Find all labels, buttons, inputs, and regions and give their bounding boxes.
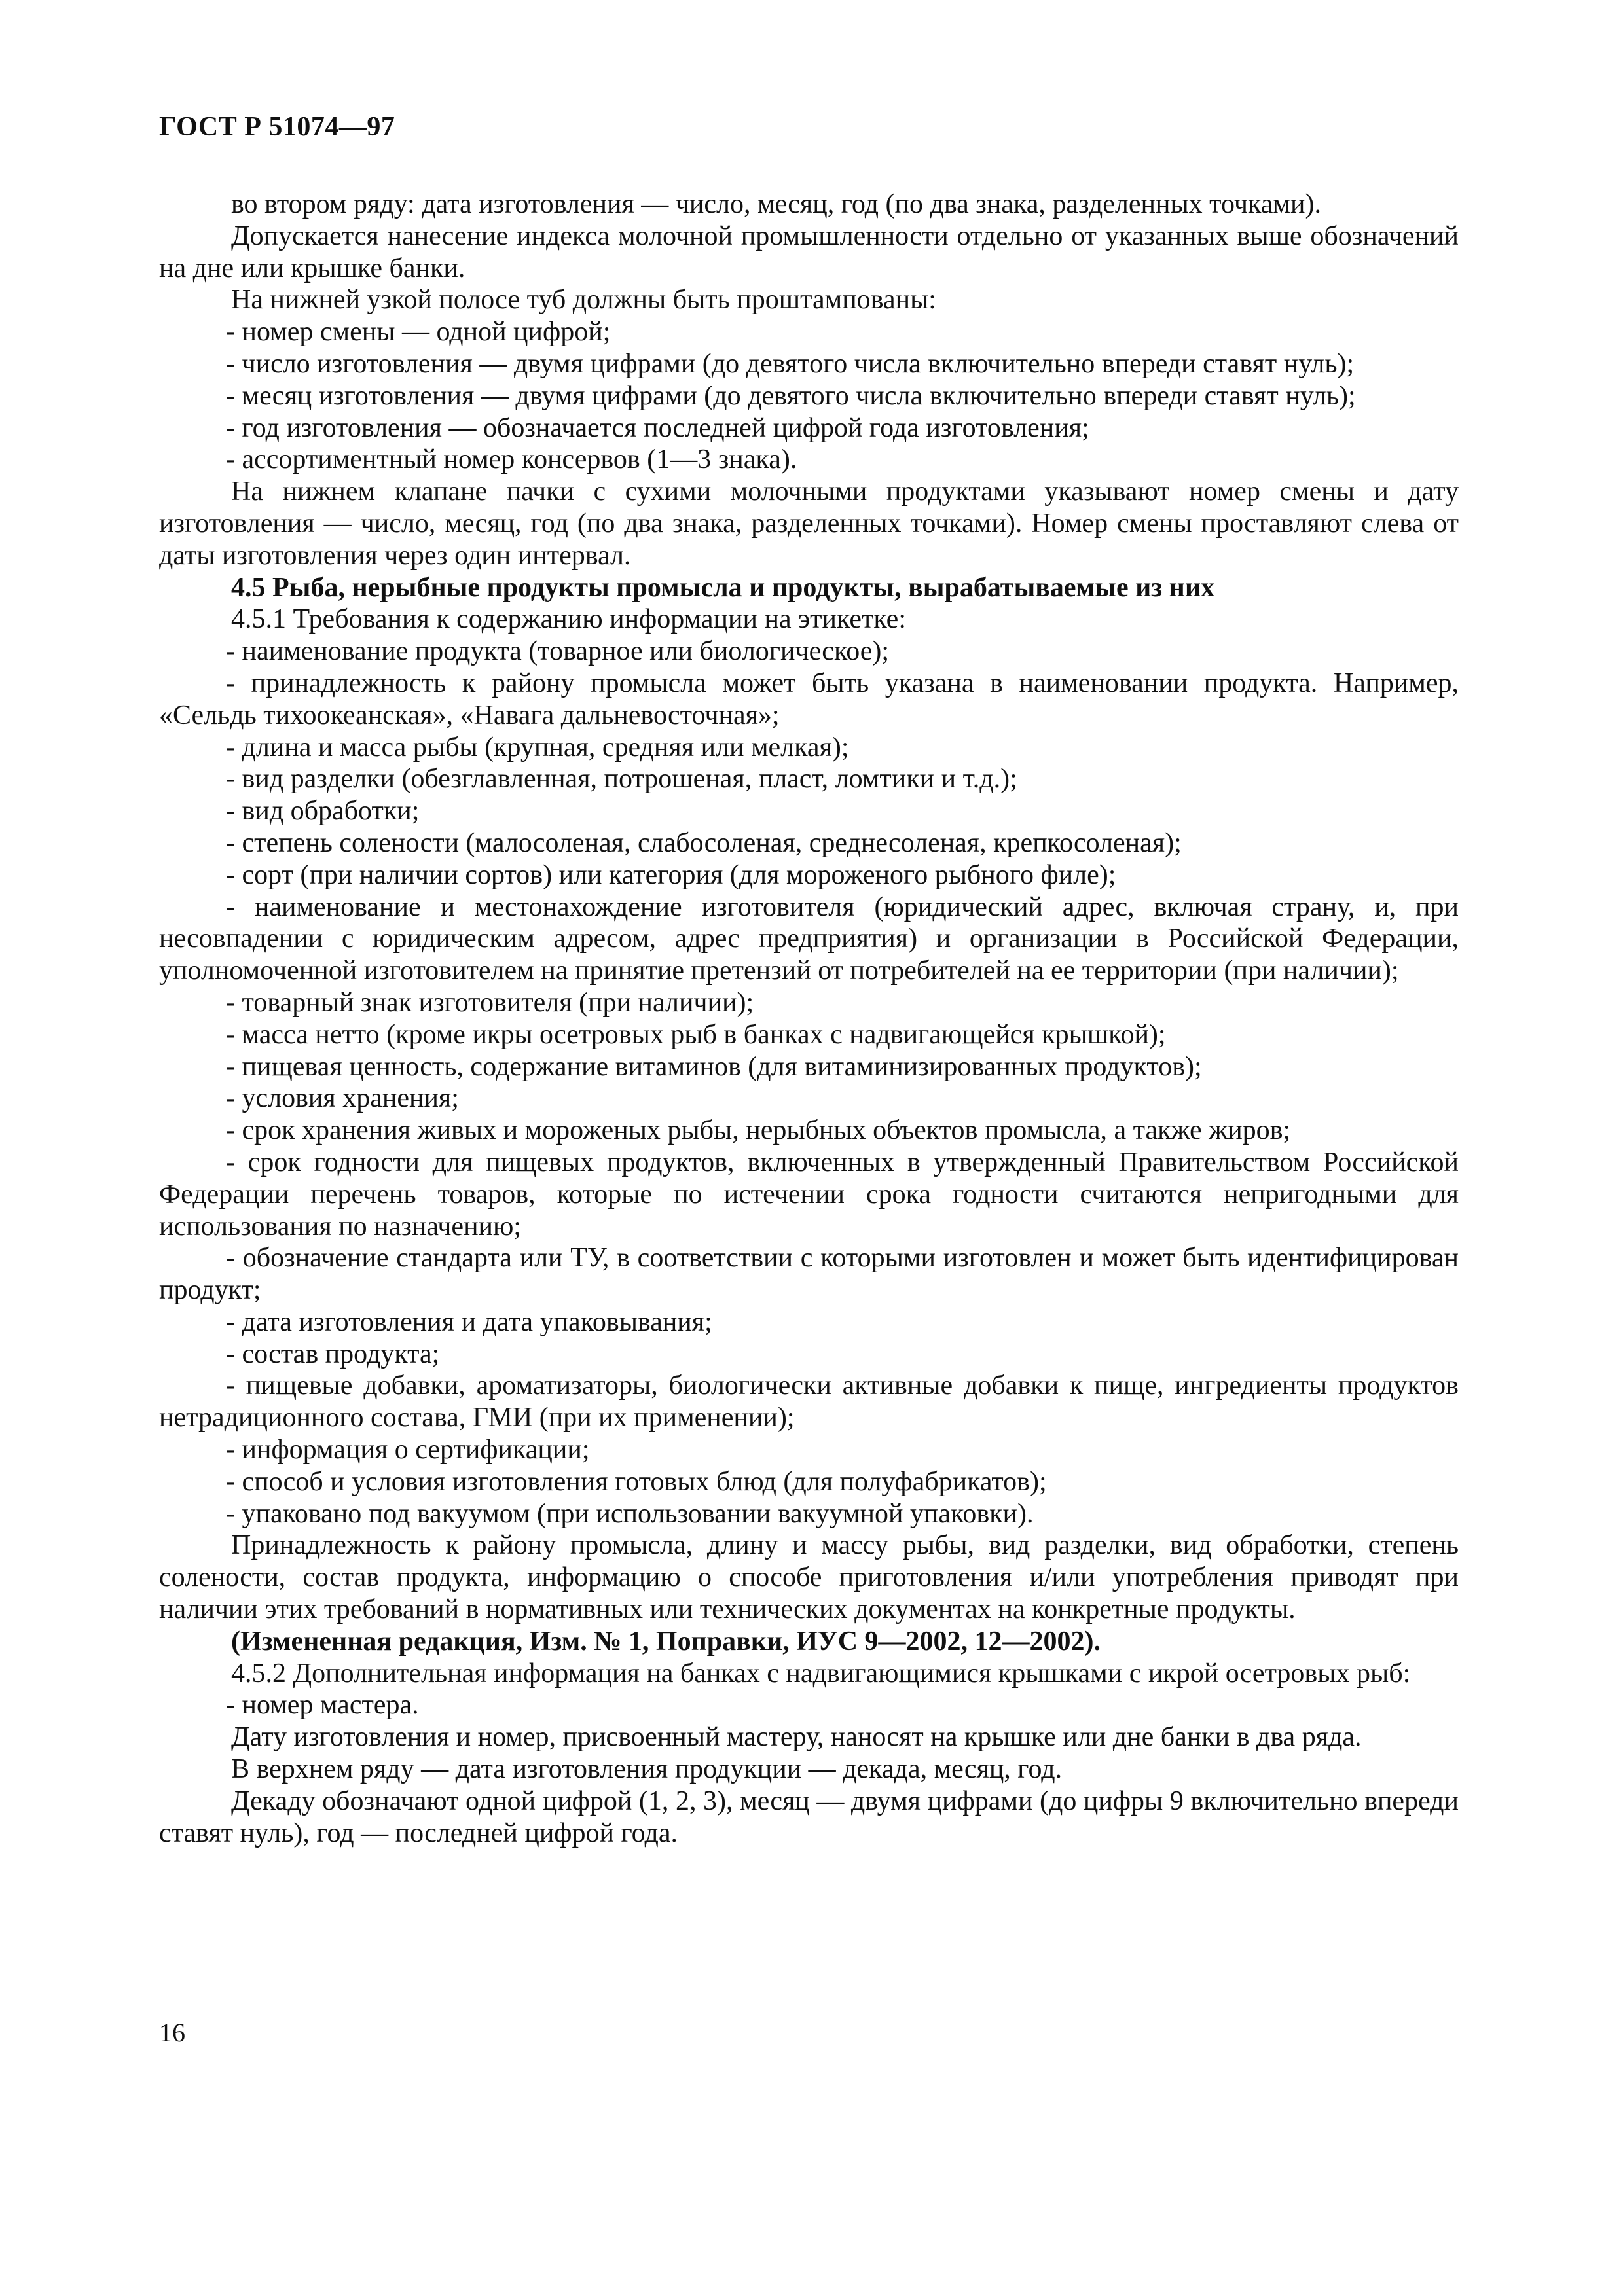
- list-item: - принадлежность к району промысла может быть указана в наименовании продукта. Например, «Сельдь тихоокеанская», «Навага дальневосточная»;: [159, 668, 1459, 730]
- section-heading: 4.5 Рыба, нерыбные продукты промысла и продукты, вырабатываемые из них: [231, 572, 1215, 603]
- paragraph: В верхнем ряду — дата изготовления продукции — декада, месяц, год.: [231, 1754, 1063, 1785]
- list-item: - год изготовления — обозначается последней цифрой года изготовления;: [226, 412, 1089, 443]
- paragraph: во втором ряду: дата изготовления — число, месяц, год (по два знака, разделенных точками).: [231, 189, 1321, 219]
- paragraph: 4.5.2 Дополнительная информация на банках с надвигающимися крышками с икрой осетровых рыб:: [231, 1658, 1411, 1689]
- list-item: - номер мастера.: [226, 1690, 419, 1721]
- list-item: - способ и условия изготовления готовых блюд (для полуфабрикатов);: [226, 1466, 1047, 1497]
- list-item: - номер смены — одной цифрой;: [226, 317, 611, 348]
- list-item: - условия хранения;: [226, 1083, 459, 1114]
- paragraph: Принадлежность к району промысла, длину и массу рыбы, вид разделки, вид обработки, степень солености, состав продукта, информацию о способе приготовления и/или употребления приводят при наличии этих требований в нормативных или технических документах на конкретные продукты.: [159, 1530, 1459, 1625]
- list-item: - дата изготовления и дата упаковывания;: [226, 1306, 712, 1337]
- list-item: - масса нетто (кроме икры осетровых рыб в банках с надвигающейся крышкой);: [226, 1019, 1166, 1050]
- list-item: - степень солености (малосоленая, слабосоленая, среднесоленая, крепкосоленая);: [226, 827, 1182, 858]
- list-item: - товарный знак изготовителя (при наличии);: [226, 987, 754, 1018]
- list-item: - наименование и местонахождение изготовителя (юридический адрес, включая страну, и, при несовпадении с юридическим адресом, адрес предприятия) и организации в Российской Федерации, уполномоченной изготовителем на принятие претензий от потребителей на ее территории (при наличии);: [159, 891, 1459, 986]
- paragraph: Допускается нанесение индекса молочной промышленности отдельно от указанных выше обозначений на дне или крышке банки.: [159, 221, 1459, 283]
- list-item: - упаковано под вакуумом (при использовании вакуумной упаковки).: [226, 1498, 1034, 1529]
- list-item: - пищевая ценность, содержание витаминов (для витаминизированных продуктов);: [226, 1051, 1202, 1082]
- section-heading: (Измененная редакция, Изм. № 1, Поправки, ИУС 9—2002, 12—2002).: [231, 1626, 1101, 1657]
- list-item: - состав продукта;: [226, 1338, 440, 1369]
- paragraph: Декаду обозначают одной цифрой (1, 2, 3), месяц — двумя цифрами (до цифры 9 включительно впереди ставят нуль), год — последней цифрой года.: [159, 1785, 1459, 1848]
- list-item: - срок хранения живых и мороженых рыбы, нерыбных объектов промысла, а также жиров;: [226, 1115, 1291, 1146]
- paragraph: На нижней узкой полосе туб должны быть проштампованы:: [231, 285, 936, 315]
- list-item: - ассортиментный номер консервов (1—3 знака).: [226, 444, 797, 475]
- paragraph: На нижнем клапане пачки с сухими молочными продуктами указывают номер смены и дату изготовления — число, месяц, год (по два знака, разделенных точками). Номер смены проставляют слева от даты изготовления через один интервал.: [159, 476, 1459, 571]
- list-item: - обозначение стандарта или ТУ, в соответствии с которыми изготовлен и может быть идентифицирован продукт;: [159, 1243, 1459, 1306]
- document-header: ГОСТ Р 51074—97: [159, 112, 395, 142]
- list-item: - месяц изготовления — двумя цифрами (до девятого числа включительно впереди ставят нуль);: [226, 380, 1356, 411]
- list-item: - вид разделки (обезглавленная, потрошеная, пласт, ломтики и т.д.);: [226, 764, 1017, 795]
- list-item: - срок годности для пищевых продуктов, включенных в утвержденный Правительством Российской Федерации перечень товаров, которые по истечении срока годности считаются непригодными для использования по назначению;: [159, 1147, 1459, 1242]
- list-item: - сорт (при наличии сортов) или категория (для мороженого рыбного филе);: [226, 859, 1116, 890]
- paragraph: Дату изготовления и номер, присвоенный мастеру, наносят на крышке или дне банки в два ряда.: [231, 1722, 1362, 1753]
- list-item: - пищевые добавки, ароматизаторы, биологически активные добавки к пище, ингредиенты продуктов нетрадиционного состава, ГМИ (при их применении);: [159, 1371, 1459, 1433]
- paragraph: 4.5.1 Требования к содержанию информации на этикетке:: [231, 604, 906, 635]
- list-item: - число изготовления — двумя цифрами (до девятого числа включительно впереди ставят нуль);: [226, 348, 1355, 379]
- list-item: - вид обработки;: [226, 796, 420, 827]
- document-body: [159, 188, 1459, 1849]
- page-number: 16: [159, 2018, 185, 2047]
- list-item: - наименование продукта (товарное или биологическое);: [226, 636, 890, 667]
- list-item: - длина и масса рыбы (крупная, средняя или мелкая);: [226, 732, 849, 762]
- list-item: - информация о сертификации;: [226, 1435, 590, 1465]
